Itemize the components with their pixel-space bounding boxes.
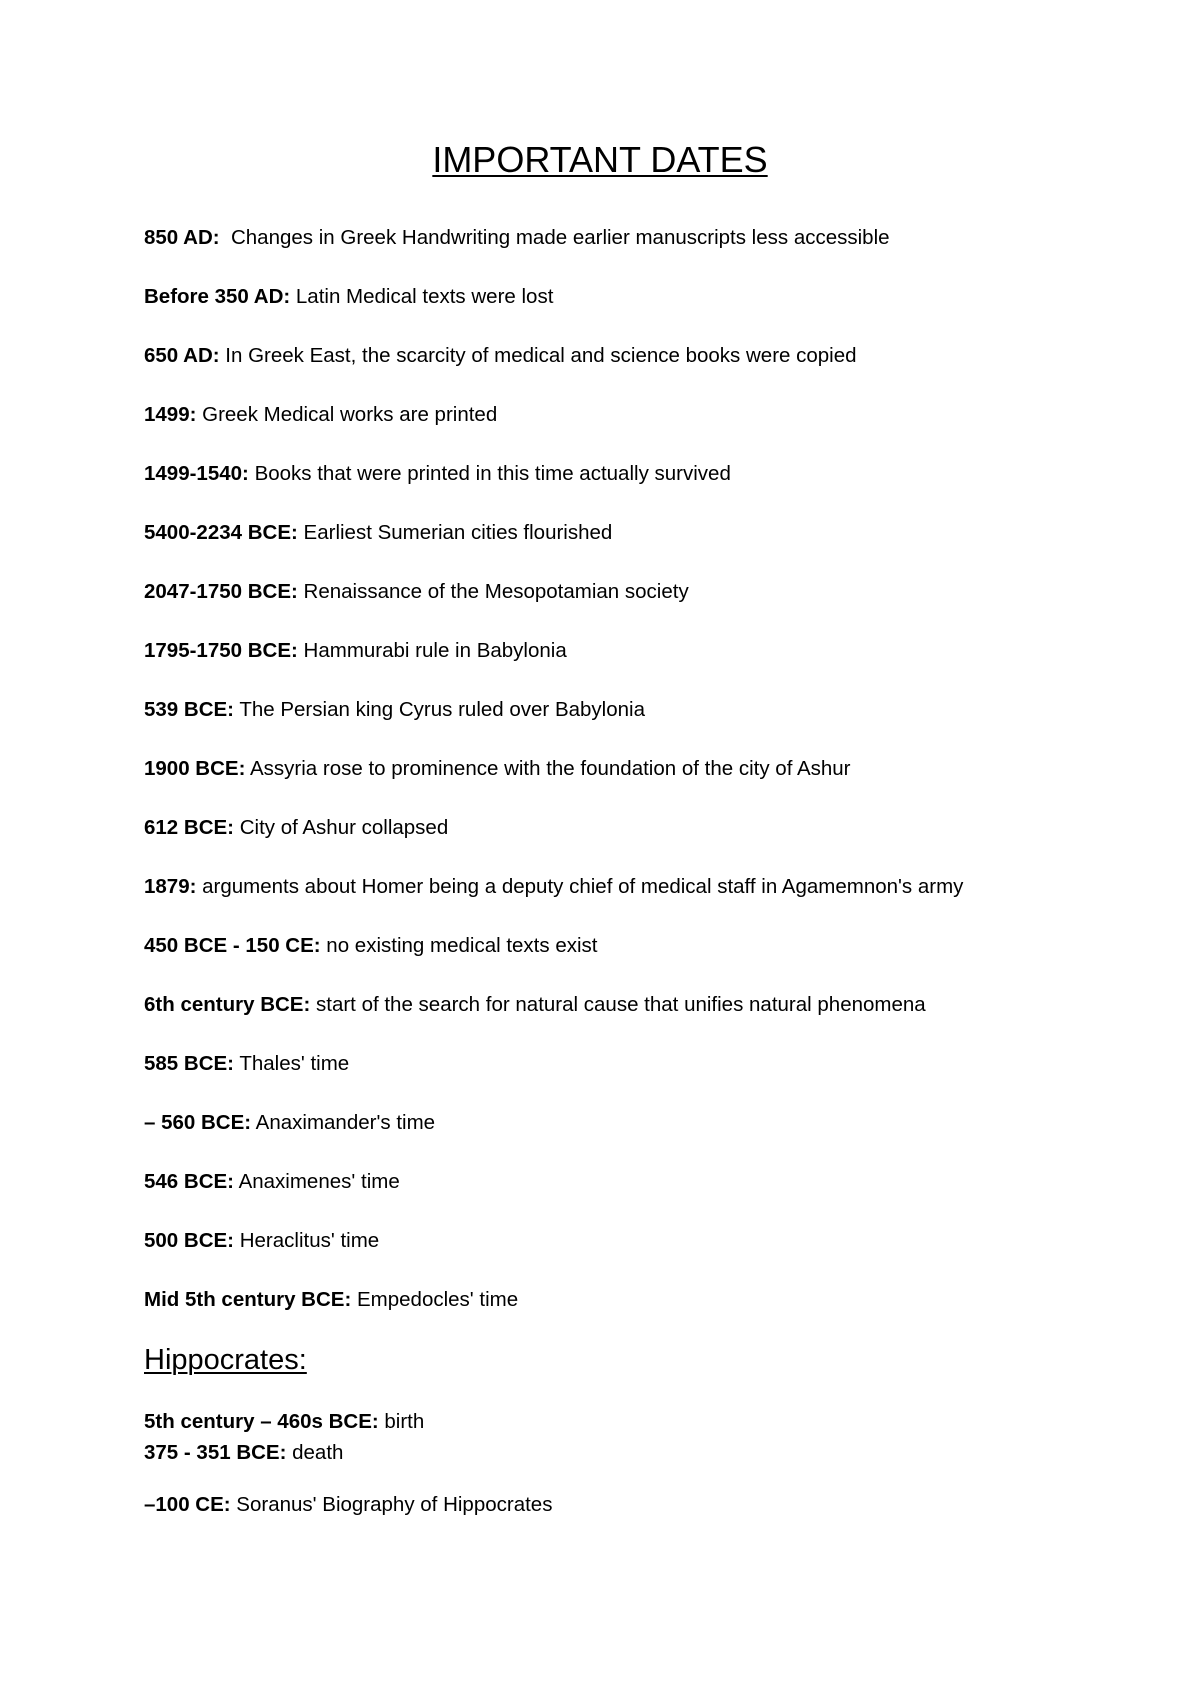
entry-text: Anaximander's time <box>251 1111 436 1134</box>
date-entry <box>144 580 1144 604</box>
entry-text: Books that were printed in this time actually survived <box>248 462 731 485</box>
date-entry <box>144 462 1144 486</box>
date-entry <box>144 1052 1144 1076</box>
entry-date: 650 AD: <box>144 344 220 367</box>
date-entry <box>144 934 1144 958</box>
date-entry <box>144 875 1144 899</box>
entry-date: 2047-1750 BCE: <box>144 580 298 603</box>
hippocrates-entry-birth <box>144 1410 1144 1434</box>
entry-text: Assyria rose to prominence with the foundation of the city of Ashur <box>245 757 851 780</box>
entry-text: birth <box>378 1410 425 1433</box>
entry-date: 612 BCE: <box>144 816 235 839</box>
entry-text: The Persian king Cyrus ruled over Babylonia <box>234 698 645 721</box>
date-entry <box>144 285 1144 309</box>
entry-text: Empedocles' time <box>351 1288 519 1311</box>
entry-text: no existing medical texts exist <box>320 934 598 957</box>
date-entry <box>144 993 1144 1017</box>
entry-date: 850 AD: <box>144 226 220 249</box>
date-entry <box>144 521 1144 545</box>
entry-date: 1795-1750 BCE: <box>144 639 298 662</box>
date-entry <box>144 698 1144 722</box>
entry-date: –100 CE: <box>144 1493 231 1516</box>
entry-date: Mid 5th century BCE: <box>144 1288 352 1311</box>
entry-date: 5th century – 460s BCE: <box>144 1410 379 1433</box>
entry-text: Heraclitus' time <box>234 1229 380 1252</box>
entry-date: 1879: <box>144 875 197 898</box>
dates-list <box>144 226 1144 1347</box>
entry-text: In Greek East, the scarcity of medical and science books were copied <box>219 344 857 367</box>
entry-date: 1900 BCE: <box>144 757 246 780</box>
entry-text: Anaximenes' time <box>234 1170 400 1193</box>
entry-date: 375 - 351 BCE: <box>144 1441 287 1464</box>
entry-date: 5400-2234 BCE: <box>144 521 298 544</box>
hippocrates-entry-biography <box>144 1493 1144 1517</box>
date-entry <box>144 816 1144 840</box>
hippocrates-heading: Hippocrates: <box>144 1344 307 1376</box>
entry-text: Latin Medical texts were lost <box>290 285 554 308</box>
entry-text: arguments about Homer being a deputy chief of medical staff in Agamemnon's army <box>196 875 964 898</box>
entry-text: City of Ashur collapsed <box>234 816 449 839</box>
entry-text: Greek Medical works are printed <box>196 403 498 426</box>
page-title-text: IMPORTANT DATES <box>432 139 768 180</box>
date-entry <box>144 226 1144 250</box>
entry-text: Renaissance of the Mesopotamian society <box>297 580 689 603</box>
hippocrates-dates-list <box>144 1410 1144 1524</box>
date-entry <box>144 1288 1144 1312</box>
date-entry <box>144 1229 1144 1253</box>
date-entry <box>144 639 1144 663</box>
entry-date: – 560 BCE: <box>144 1111 252 1134</box>
page-title <box>0 140 1200 180</box>
entry-date: 546 BCE: <box>144 1170 235 1193</box>
date-entry <box>144 1170 1144 1194</box>
entry-text: Changes in Greek Handwriting made earlier manuscripts less accessible <box>219 226 890 249</box>
date-entry <box>144 757 1144 781</box>
date-entry <box>144 403 1144 427</box>
entry-date: 1499: <box>144 403 197 426</box>
entry-text: Soranus' Biography of Hippocrates <box>230 1493 553 1516</box>
hippocrates-entry-death <box>144 1441 1144 1465</box>
date-entry <box>144 1111 1144 1135</box>
entry-date: 6th century BCE: <box>144 993 311 1016</box>
entry-text: start of the search for natural cause that unifies natural phenomena <box>310 993 926 1016</box>
entry-date: 539 BCE: <box>144 698 235 721</box>
entry-date: Before 350 AD: <box>144 285 291 308</box>
entry-text: Thales' time <box>234 1052 350 1075</box>
entry-text: Earliest Sumerian cities flourished <box>297 521 613 544</box>
entry-date: 585 BCE: <box>144 1052 235 1075</box>
entry-date: 1499-1540: <box>144 462 249 485</box>
entry-date: 500 BCE: <box>144 1229 235 1252</box>
entry-date: 450 BCE - 150 CE: <box>144 934 321 957</box>
entry-text: death <box>286 1441 344 1464</box>
date-entry <box>144 344 1144 368</box>
entry-text: Hammurabi rule in Babylonia <box>297 639 567 662</box>
